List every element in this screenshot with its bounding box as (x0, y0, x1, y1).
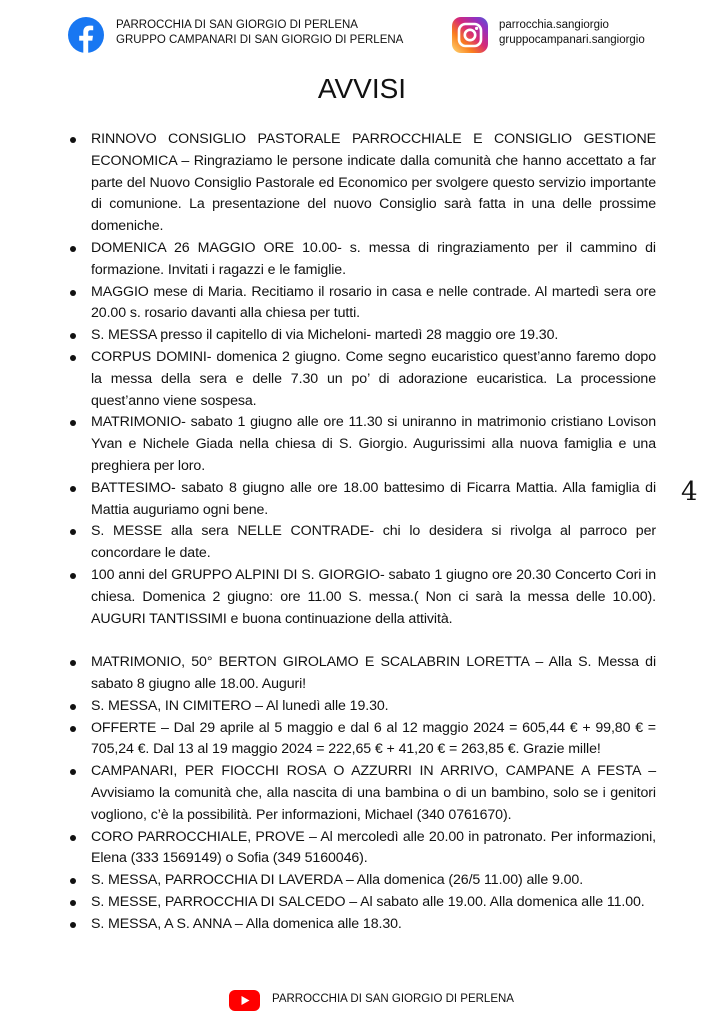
notice-item: 100 anni del GRUPPO ALPINI DI S. GIORGIO- sabato 1 giugno ore 20.30 Concerto Cori in chiesa. Domenica 2 giugno: ore 11.00 S. messa.( Non ci sarà la messa delle 10.00). AUGURI TANTISSIMI e buona continuazione della attività. (70, 565, 656, 630)
notices-list (70, 129, 656, 935)
instagram-line-parish: parrocchia.sangiorgio (499, 19, 609, 31)
notice-item: CORO PARROCCHIALE, PROVE – Al mercoledì alle 20.00 in patronato. Per informazioni, Elena (333 1569149) o Sofia (349 5160046). (70, 827, 656, 871)
facebook-line-bellringers: GRUPPO CAMPANARI DI SAN GIORGIO DI PERLENA (116, 34, 404, 46)
page-header (0, 14, 724, 58)
notice-item: RINNOVO CONSIGLIO PASTORALE PARROCCHIALE E CONSIGLIO GESTIONE ECONOMICA – Ringraziamo le persone indicate dalla comunità che hanno accettato a far parte del Nuovo Consiglio Pastorale ed Economico per svolgere questo servizio importante di comunione. La presentazione del nuovo Consiglio sarà fatta in una delle prossime domeniche. (70, 129, 656, 238)
facebook-page-names (116, 18, 403, 48)
youtube-icon[interactable] (229, 990, 260, 1011)
notice-item: S. MESSE alla sera NELLE CONTRADE- chi lo desidera si rivolga al parroco per concordare le date. (70, 521, 656, 565)
notice-item: MATRIMONIO- sabato 1 giugno alle ore 11.30 si uniranno in matrimonio cristiano Lovison Yvan e Nichele Giada nella chiesa di S. Giorgio. Augurissimi alla nuova famiglia e una preghiera per loro. (70, 412, 656, 477)
page-number: 4 (681, 477, 698, 507)
notice-item: MAGGIO mese di Maria. Recitiamo il rosario in casa e nelle contrade. Al martedì sera ore 20.00 s. rosario davanti alla chiesa per tutti. (70, 282, 656, 326)
notice-item: OFFERTE – Dal 29 aprile al 5 maggio e dal 6 al 12 maggio 2024 = 605,44 € + 99,80 € = 705,24 €. Dal 13 al 19 maggio 2024 = 222,65 € + 41,20 € = 263,85 €. Grazie mille! (70, 718, 656, 762)
page-footer (0, 988, 724, 1012)
notice-item: S. MESSA, PARROCCHIA DI LAVERDA – Alla domenica (26/5 11.00) alle 9.00. (70, 870, 656, 892)
notice-item: DOMENICA 26 MAGGIO ORE 10.00- s. messa di ringraziamento per il cammino di formazione. Invitati i ragazzi e le famiglie. (70, 238, 656, 282)
notice-item: CORPUS DOMINI- domenica 2 giugno. Come segno eucaristico quest’anno faremo dopo la messa della sera e delle 7.30 un po’ di adorazione eucaristica. La processione quest’anno viene sospesa. (70, 347, 656, 412)
page-title: AVVISI (317, 73, 407, 104)
notice-item: S. MESSA, A S. ANNA – Alla domenica alle 18.30. (70, 914, 656, 936)
instagram-line-bellringers: gruppocampanari.sangiorgio (499, 34, 645, 46)
facebook-line-parish: PARROCCHIA DI SAN GIORGIO DI PERLENA (116, 19, 358, 31)
youtube-channel-name: PARROCCHIA DI SAN GIORGIO DI PERLENA (272, 993, 514, 1005)
notice-item: CAMPANARI, PER FIOCCHI ROSA O AZZURRI IN ARRIVO, CAMPANE A FESTA – Avvisiamo la comunità che, alla nascita di una bambina o di un bambino, solo se i genitori vogliono, c’è la possibilità. Per informazioni, Michael (340 0761670). (70, 761, 656, 826)
notice-item: S. MESSA presso il capitello di via Micheloni- martedì 28 maggio ore 19.30. (70, 325, 656, 347)
notice-item: BATTESIMO- sabato 8 giugno alle ore 18.00 battesimo di Ficarra Mattia. Alla famiglia di Mattia auguriamo ogni bene. (70, 478, 656, 522)
instagram-account-names (499, 18, 645, 48)
instagram-icon[interactable] (452, 17, 488, 53)
notice-item: S. MESSA, IN CIMITERO – Al lunedì alle 19.30. (70, 696, 656, 718)
notice-item: S. MESSE, PARROCCHIA DI SALCEDO – Al sabato alle 19.00. Alla domenica alle 11.00. (70, 892, 656, 914)
facebook-icon[interactable] (68, 17, 104, 53)
notice-item: MATRIMONIO, 50° BERTON GIROLAMO E SCALABRIN LORETTA – Alla S. Messa di sabato 8 giugno alle 18.00. Auguri! (70, 652, 656, 696)
